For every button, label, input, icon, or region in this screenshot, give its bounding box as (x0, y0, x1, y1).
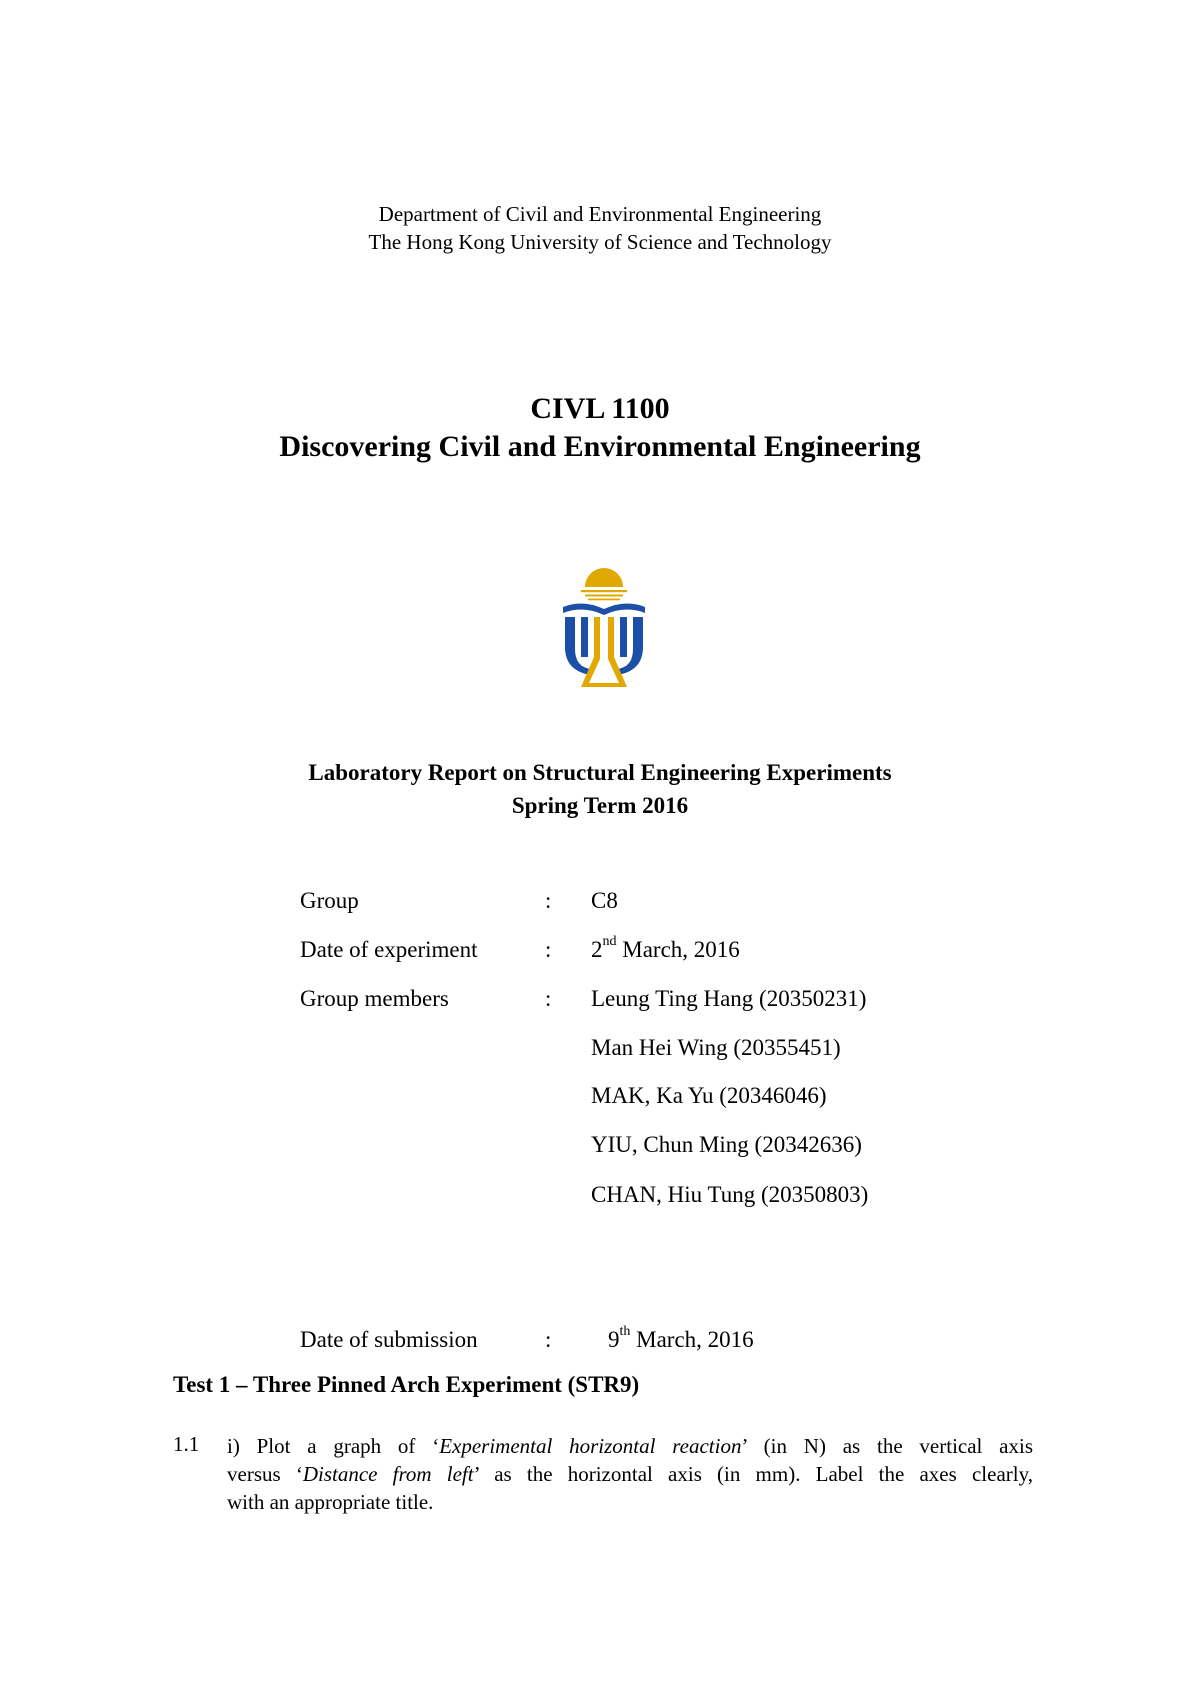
question-line-1 (227, 1432, 1033, 1460)
department-name: Department of Civil and Environmental Engineering (378, 202, 822, 226)
group-value: C8 (591, 888, 618, 913)
member-item: Leung Ting Hang (20350231) (591, 986, 867, 1011)
logo-sun (585, 568, 623, 587)
experiment-date-label: Date of experiment (300, 937, 478, 962)
submission-date-rest: March, 2016 (630, 1327, 754, 1352)
submission-date-value (608, 1324, 754, 1353)
experiment-date-day: 2 (591, 937, 603, 962)
logo-line-3 (588, 599, 620, 601)
member-item: MAK, Ka Yu (20346046) (591, 1083, 827, 1108)
question-line-2-start: versus ‘ (227, 1462, 303, 1486)
course-code: CIVL 1100 (530, 392, 670, 425)
course-title: Discovering Civil and Environmental Engineering (279, 430, 921, 463)
university-name: The Hong Kong University of Science and Technology (368, 230, 832, 254)
question-line-1-emphasis: Experimental horizontal reaction (439, 1434, 742, 1458)
experiment-date-value (591, 934, 740, 963)
question-line-2 (227, 1460, 1033, 1488)
member-item: Man Hei Wing (20355451) (591, 1035, 841, 1060)
logo-line-2 (585, 595, 623, 597)
question-text (227, 1432, 1033, 1516)
department-header (0, 200, 1200, 256)
question-line-2-end: ’ as the horizontal axis (in mm). Label the axes clearly, (473, 1462, 1033, 1486)
report-title: Laboratory Report on Structural Engineering Experiments (308, 760, 892, 785)
submission-date-colon: : (545, 1327, 552, 1352)
logo-book (563, 603, 645, 615)
course-title-block (0, 390, 1200, 466)
logo-line-1 (581, 590, 627, 592)
submission-date-day: 9 (608, 1327, 620, 1352)
report-term: Spring Term 2016 (511, 793, 689, 818)
group-colon: : (545, 888, 552, 913)
question-number: 1.1 (173, 1432, 200, 1456)
hkust-logo-icon (563, 563, 645, 688)
logo-bar-right (620, 617, 627, 657)
experiment-date-suffix: nd (602, 934, 617, 950)
test-heading: Test 1 – Three Pinned Arch Experiment (STR9) (173, 1372, 640, 1397)
question-line-2-emphasis: Distance from left (302, 1462, 474, 1486)
group-members-colon: : (545, 986, 552, 1011)
question-line-1-end: ’ (in N) as the vertical axis (741, 1434, 1033, 1458)
experiment-date-colon: : (545, 937, 552, 962)
logo-bar-left (581, 617, 588, 657)
member-item: YIU, Chun Ming (20342636) (591, 1132, 862, 1157)
group-label: Group (300, 888, 359, 913)
experiment-date-rest: March, 2016 (616, 937, 740, 962)
report-title-block (0, 756, 1200, 822)
question-line-1-start: i) Plot a graph of ‘ (227, 1434, 440, 1458)
member-item: CHAN, Hiu Tung (20350803) (591, 1182, 869, 1207)
question-line-3: with an appropriate title. (227, 1490, 434, 1514)
group-members-label: Group members (300, 986, 449, 1011)
submission-date-suffix: th (619, 1324, 631, 1340)
submission-date-label: Date of submission (300, 1327, 478, 1352)
